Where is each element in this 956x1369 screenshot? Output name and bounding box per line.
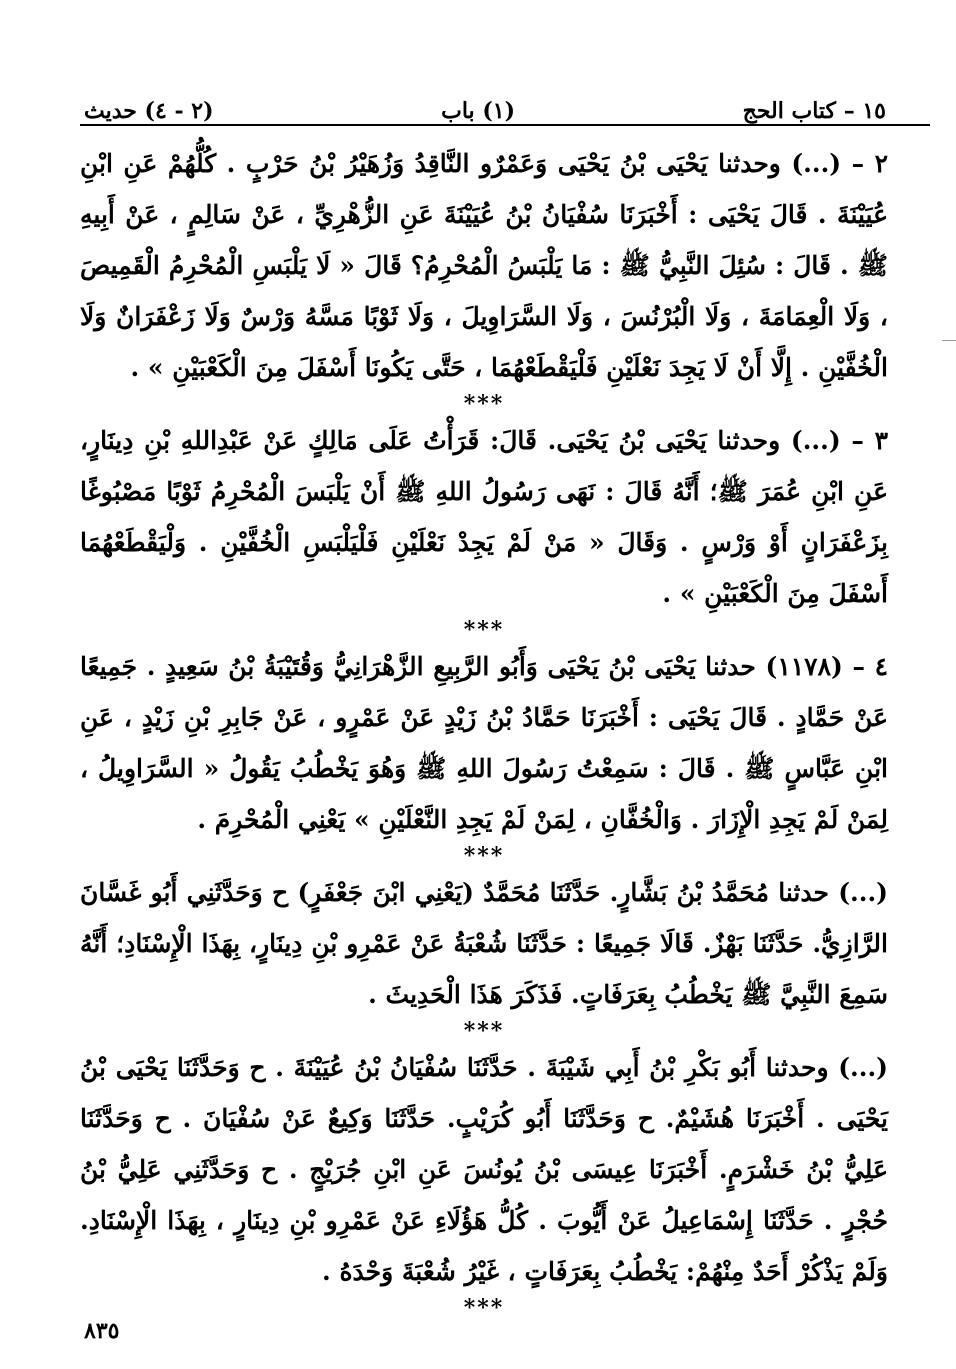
header-rule	[80, 124, 930, 126]
separator-4: ***	[463, 1018, 505, 1044]
hadith-3: ٣ – (...) وحدثنا يَحْيَى بْنُ يَحْيَى. قَالَ: قَرَأْتُ عَلَى مَالِكٍ عَنْ عَبْدِاللهِ بْنِ دِينَارٍ، عَنِ ابْنِ عُمَرَ ﷺ؛ أَنَّهُ قَالَ : نَهَى رَسُولُ اللهِ ﷺ أَنْ يَلْبَسَ الْمُحْرِمُ ثَوْبًا مَصْبُوغًا بِزَعْفَرَانٍ أَوْ وَرْسٍ . وَقَالَ « مَنْ لَمْ يَجِدْ نَعْلَيْنِ فَلْيَلْبَسِ الْخُفَّيْنِ . وَلْيَقْطَعْهُمَا أَسْفَلَ مِنَ الْكَعْبَيْنِ » .	[80, 426, 888, 608]
page-header	[84, 84, 886, 124]
separator-2: ***	[463, 617, 505, 643]
hadith-4: ٤ – (١١٧٨) حدثنا يَحْيَى بْنُ يَحْيَى وَأَبُو الرَّبِيعِ الزَّهْرَانِيُّ وَقُتَيْبَةُ بْنُ سَعِيدٍ . جَمِيعًا عَنْ حَمَّادٍ . قَالَ يَحْيَى : أَخْبَرَنَا حَمَّادُ بْنُ زَيْدٍ عَنْ عَمْرٍو ، عَنْ جَابِرِ بْنِ زَيْدٍ ، عَنِ ابْنِ عَبَّاسٍ ﷺ . قَالَ : سَمِعْتُ رَسُولَ اللهِ ﷺ وَهُوَ يَخْطُبُ يَقُولُ « السَّرَاوِيلُ ، لِمَنْ لَمْ يَجِدِ الْإِزَارَ . وَالْخُفَّانِ ، لِمَنْ لَمْ يَجِدِ النَّعْلَيْنِ » يَعْنِي الْمُحْرِمَ .	[80, 652, 888, 834]
header-hadith-range: (٢ - ٤) حديث	[84, 98, 214, 124]
separator-5: ***	[463, 1295, 505, 1321]
hadith-4-chain-a: (...) حدثنا مُحَمَّدُ بْنُ بَشَّارٍ. حَدَّثَنَا مُحَمَّدٌ (يَعْنِي ابْنَ جَعْفَرٍ) ح وَحَدَّثَنِي أَبُو غَسَّانَ الرَّازِيُّ. حَدَّثَنَا بَهْزٌ. قَالَا جَمِيعًا : حَدَّثَنَا شُعْبَةُ عَنْ عَمْرِو بْنِ دِينَارٍ، بِهَذَا الْإِسْنَادِ؛ أَنَّهُ سَمِعَ النَّبِيَّ ﷺ يَخْطُبُ بِعَرَفَاتٍ. فَذَكَرَ هَذَا الْحَدِيثَ .	[80, 878, 888, 1009]
hadith-2: ٢ – (...) وحدثنا يَحْيَى بْنُ يَحْيَى وَعَمْرٌو النَّاقِدُ وَزُهَيْرُ بْنُ حَرْبٍ . كُلُّهُمْ عَنِ ابْنِ عُيَيْنَةَ . قَالَ يَحْيَى : أَخْبَرَنَا سُفْيَانُ بْنُ عُيَيْنَةَ عَنِ الزُّهْرِيِّ ، عَنْ سَالِمٍ ، عَنْ أَبِيهِ ﷺ . قَالَ : سُئِلَ النَّبِيُّ ﷺ : مَا يَلْبَسُ الْمُحْرِمُ؟ قَالَ « لَا يَلْبَسِ الْمُحْرِمُ الْقَمِيصَ ، وَلَا الْعِمَامَةَ ، وَلَا الْبُرْنُسَ ، وَلَا السَّرَاوِيلَ ، وَلَا ثَوْبًا مَسَّهُ وَرْسٌ وَلَا زَعْفَرَانٌ وَلَا الْخُفَّيْنِ . إِلَّا أَنْ لَا يَجِدَ نَعْلَيْنِ فَلْيَقْطَعْهُمَا ، حَتَّى يَكُونَا أَسْفَلَ مِنَ الْكَعْبَيْنِ » .	[80, 149, 888, 382]
page-number: ٨٣٥	[84, 1318, 120, 1344]
separator-3: ***	[463, 843, 505, 869]
header-chapter: (١) باب	[441, 98, 515, 124]
header-book-title: ١٥ – كتاب الحج	[742, 98, 886, 124]
page-content	[80, 138, 888, 1319]
separator-1: ***	[463, 391, 505, 417]
margin-mark	[942, 340, 956, 341]
hadith-4-chain-b: (...) وحدثنا أَبُو بَكْرِ بْنُ أَبِي شَيْبَةَ . حَدَّثَنَا سُفْيَانُ بْنُ عُيَيْنَةَ . ح وَحَدَّثَنَا يَحْيَى بْنُ يَحْيَى . أَخْبَرَنَا هُشَيْمٌ. ح وَحَدَّثَنَا أَبُو كُرَيْبٍ. حَدَّثَنَا وَكِيعٌ عَنْ سُفْيَانَ . ح وَحَدَّثَنَا عَلِيُّ بْنُ خَشْرَمٍ. أَخْبَرَنَا عِيسَى بْنُ يُونُسَ عَنِ ابْنِ جُرَيْجٍ . ح وَحَدَّثَنِي عَلِيُّ بْنُ حُجْرٍ . حَدَّثَنَا إِسْمَاعِيلُ عَنْ أَيُّوبَ . كُلُّ هَؤُلَاءِ عَنْ عَمْرِو بْنِ دِينَارٍ ، بِهَذَا الْإِسْنَادِ. وَلَمْ يَذْكُرْ أَحَدٌ مِنْهُمْ: يَخْطُبُ بِعَرَفَاتٍ ، غَيْرُ شُعْبَةَ وَحْدَهُ .	[80, 1053, 888, 1286]
